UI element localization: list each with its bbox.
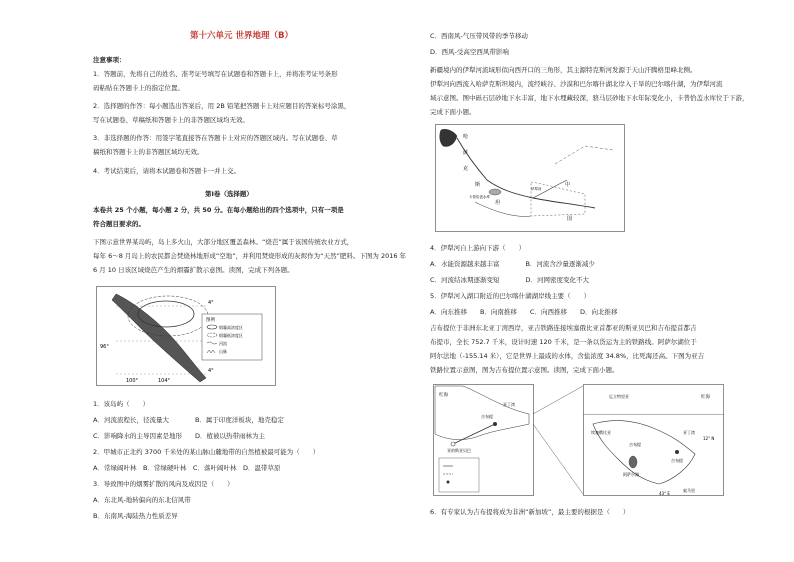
- question-option: B．东南风-海陆热力性质差异: [93, 512, 178, 520]
- legend-label: 烟霾高浓度区: [219, 325, 243, 330]
- question-line: 1．该岛屿（ ）: [93, 400, 150, 408]
- legend-label: 烟霾低浓度区: [219, 333, 243, 338]
- map-label: 亚丁湾: [503, 402, 515, 407]
- lat-label: 12° N: [703, 436, 715, 441]
- lat-label: 4°: [208, 368, 214, 374]
- question-line: 3．导致图中的烟雾扩散的风向及成因是（ ）: [93, 480, 234, 488]
- section-intro: 本卷共 25 个小题，每小题 2 分，共 50 分。在每小题给出的四个选项中，只有一项是: [93, 206, 344, 214]
- question-option: A．东北风-地转偏向的东北信风带: [93, 496, 191, 504]
- lon-label: 104°: [158, 378, 171, 384]
- legend-title: 图例: [206, 318, 215, 323]
- section-intro: 符合题目要求的。: [93, 220, 145, 228]
- right-column: [397, 0, 794, 562]
- map-label: 克: [463, 166, 469, 172]
- map-label: 坦: [495, 200, 501, 206]
- map-label: 吉布提: [671, 458, 683, 463]
- question-option: C．西南风-气压带风带的季节移动: [430, 32, 528, 40]
- notice-line: 稿纸和答题卡上的非答题区域均无效。: [93, 148, 204, 156]
- passage-line: 域示意图。图中砾石层砂地下水丰富，地下水埋藏较深，骆马层砂地下水年际变化小，卡普恰盖水库位于下游，: [430, 94, 749, 102]
- map-label: 红海: [701, 395, 710, 400]
- notice-line: 3．非选择题的作答：用签字笔直接答在答题卡上对应的答题区域内。写在试题卷、草: [93, 134, 338, 142]
- map-label: 哈: [463, 134, 469, 140]
- notice-line: 码粘贴在答题卡上的指定位置。: [93, 84, 184, 92]
- map-label: 索马里: [683, 488, 695, 493]
- reservoir-label: 卡普恰盖水库: [469, 195, 490, 199]
- map-label: 吉布提: [481, 414, 493, 419]
- map-label: 埃塞俄比亚: [591, 430, 611, 435]
- passage-line: 伊犁河向西流入哈萨克斯坦境内，流经峡谷、沙漠和巴尔喀什湖北岸入干旱的巴尔喀什湖，为伊犁河流: [430, 80, 723, 88]
- island-map-figure: [96, 286, 276, 386]
- notice-line: 4．考试结束后，请将本试题卷和答题卡一并上交。: [93, 167, 241, 175]
- passage-line: 布提市，全长 752.7 千米，设计时速 120 千米，是一条以货运为主的铁路线。阿萨尔湖位于: [430, 338, 697, 346]
- passage-line: 吉布提位于非洲东北亚丁湾西岸，亚吉铁路连接埃塞俄比亚首都亚的斯亚贝巴和吉布提首都吉: [430, 324, 697, 332]
- river-label: 伊犁河: [531, 187, 542, 191]
- passage-line: 完成下面小题。: [430, 108, 476, 116]
- question-option: A．河流流程长，径流量大 B．属于印度洋板块，地壳稳定: [93, 416, 284, 424]
- legend-label: 山脉: [219, 349, 227, 354]
- map-label: 亚的斯亚贝巴: [447, 448, 471, 453]
- map-label: 吉布提: [629, 442, 641, 447]
- assal-lake: [629, 456, 637, 468]
- left-inset-legend: [439, 458, 479, 492]
- notice-line: 写在试题卷、草稿纸和答题卡上的非答题区域均无效。: [93, 116, 249, 124]
- passage-line: 铁路位置示意图，图为吉布提位置示意图。读图，完成下面小题。: [430, 366, 619, 374]
- question-option: A．水能资源越来越丰富 B．河流含沙量逐渐减少: [430, 260, 595, 268]
- question-option: A．常绿阔叶林 B．常绿硬叶林 C．落叶阔叶林 D．温带草原: [93, 464, 281, 472]
- lat-label: 4°: [208, 300, 214, 306]
- map-label: 中: [565, 182, 571, 188]
- question-option: A．向东推移 B．向南推移 C．向西推移 D．向北推移: [430, 308, 618, 316]
- map-label: 国: [567, 216, 573, 222]
- notice-line: 2．选择题的作答：每小题选出答案后，用 2B 铅笔把答题卡上对应题目的答案标号涂黑，: [93, 102, 351, 110]
- lon-label: 43° E: [659, 491, 670, 496]
- lon-label: 96°: [100, 344, 109, 350]
- passage-line: 阿尔法地（-155.14 米），它是世界上最咸的水体，含盐浓度 34.8%，比死海还高。下图为亚吉: [430, 352, 705, 360]
- page-title: 第十六单元 世界地理（B）: [190, 31, 293, 41]
- question-line: 2．甲城市正北约 3700 千米处的某山脉山麓地带的自然植被最可能为（ ）: [93, 448, 320, 456]
- passage-line: 下图示意世界某岛屿，岛上多火山，大部分地区覆盖森林。“烧芭”属于该国传统农业方式，: [93, 238, 354, 246]
- legend-label: 河流: [219, 341, 227, 346]
- passage-line: 每年 6～8 月岛上的农民都会焚烧林地形成“空地”，并利用焚烧形成的灰烬作为“天然”肥料。下图为 2016 年: [93, 252, 407, 260]
- notice-heading: 注意事项：: [93, 56, 126, 64]
- map-legend: [202, 314, 262, 360]
- question-line: 5．伊犁河入湖口附近的巴尔喀什湖湖岸线主要（ ）: [430, 292, 591, 300]
- passage-line: 新疆境内的伊犁河流域形似向西开口的三角形，其主源特克斯河发源于天山汗腾格里峰北侧。: [430, 66, 697, 74]
- question-line: 4．伊犁河自上游向下游（ ）: [430, 244, 526, 252]
- djibouti-map-figure: [433, 384, 725, 496]
- map-label: 亚丁湾: [683, 430, 695, 435]
- section-title: 第Ⅰ卷（选择题）: [205, 190, 253, 198]
- map-label: 萨: [463, 150, 469, 156]
- lon-label: 100°: [126, 378, 139, 384]
- passage-line: 6 月 10 日该区域烧芭产生的烟霾扩散示意图。读图，完成下列各题。: [93, 266, 294, 274]
- map-label: 斯: [475, 182, 481, 188]
- map-label: 阿萨尔湖: [623, 472, 639, 477]
- notice-line: 1．答题前，先将自己的姓名、准考证号填写在试题卷和答题卡上，并将准考证号条形: [93, 70, 338, 78]
- ili-river-map-figure: [435, 124, 625, 232]
- kapchagay-reservoir: [489, 189, 501, 195]
- question-option: C．影响降水的主导因素是地形 D．植被以热带雨林为主: [93, 432, 266, 440]
- map-label: 厄立特里亚: [609, 394, 629, 399]
- question-option: C．河流结冰期逐渐变短 D．河网密度变化不大: [430, 276, 590, 284]
- question-option: D．西风-受高空西风带影响: [430, 48, 509, 56]
- map-label: 红海: [439, 393, 448, 398]
- question-line: 6．有专家认为吉布提将成为非洲“新加坡”，最主要的根据是（ ）: [430, 508, 630, 516]
